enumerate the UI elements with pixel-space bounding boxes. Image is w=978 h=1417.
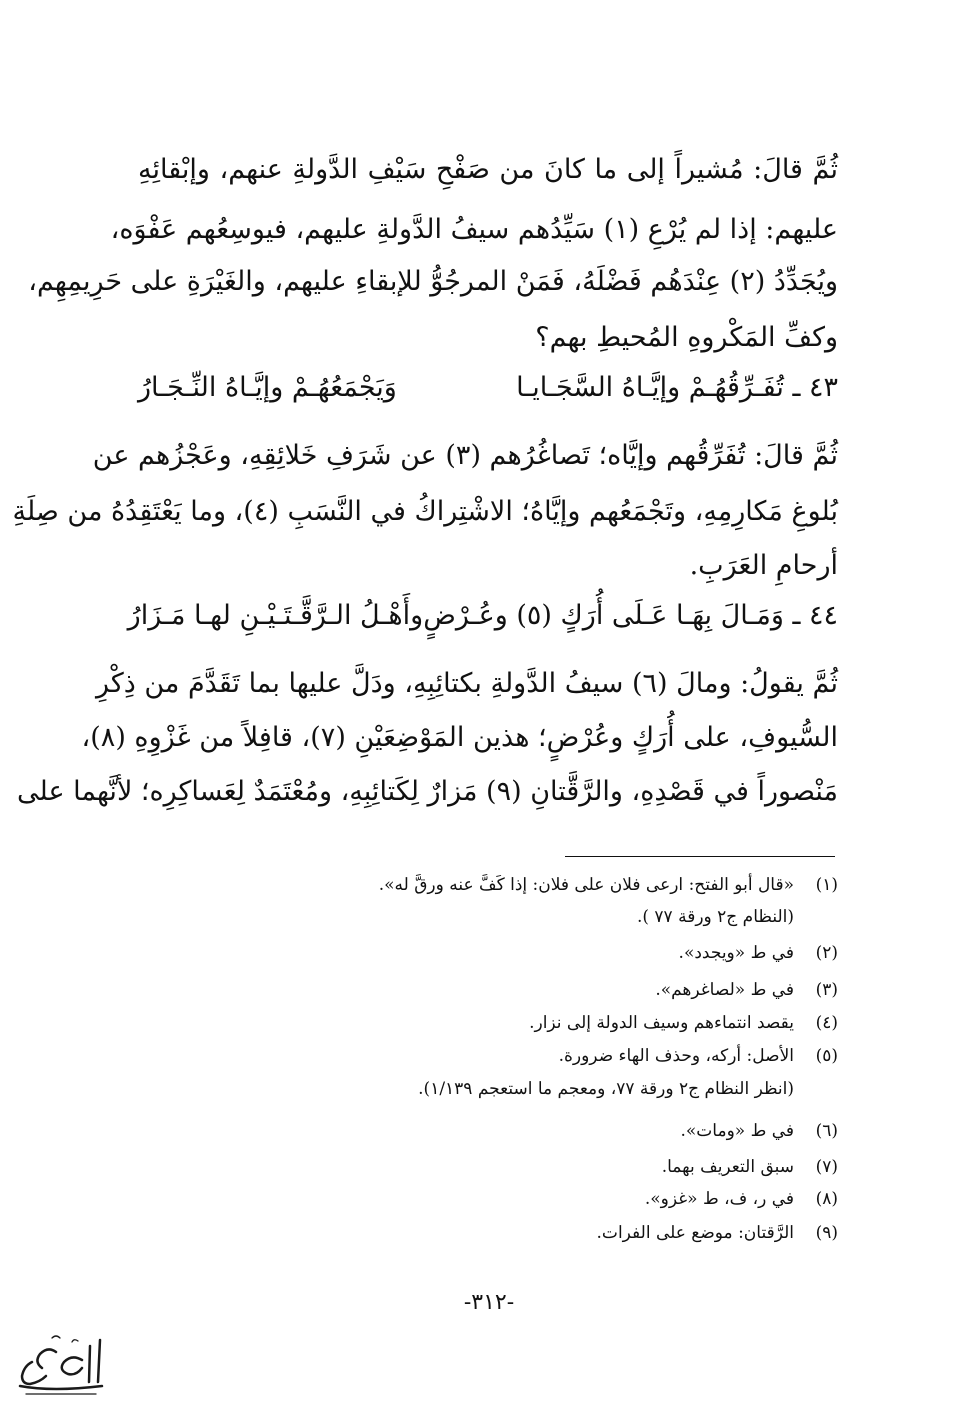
body-line: ويُجَدِّدُ (٢) عِنْدَهُم فَضْلَهُ، فَمَنْ المرجُوُّ للإبقاءِ عليهم، والغَيْرَةِ على حَرِيمِهِم، xyxy=(28,266,838,297)
footnote-separator xyxy=(565,856,835,857)
commentary-line: بُلوغِ مَكارِمِهِ، وتَجْمَعُهم وإيَّاهُ؛ الاشْتِراكُ في النَّسَبِ (٤)، وما يَعْتَقِدُهُ من صِلَةِ xyxy=(12,496,838,527)
footnote xyxy=(138,940,838,966)
footnote xyxy=(138,977,838,1003)
page-number: -٣١٢- xyxy=(463,1290,515,1315)
footnote-text: في ط «ومات». xyxy=(680,1121,794,1141)
footnote xyxy=(138,872,838,898)
body-line: عليهم: إذا لم يُرْعِ (١) سَيِّدُهم سيفُ الدَّولةِ عليهم، فيوسِعُهم عَفْوَه، xyxy=(110,214,838,245)
footnote-text: الرَّقتان: موضع على الفرات. xyxy=(596,1223,794,1243)
footnote-text: سبق التعريف بهما. xyxy=(661,1157,794,1177)
footnote-number: (٦) xyxy=(815,1121,838,1141)
verse-hemistich-second: وأَهْـلُ الـرَّقَّـتَـيْـنِ لهـا مَـزَارُ xyxy=(127,600,424,631)
footnote-number: (٤) xyxy=(815,1013,838,1033)
verse-hemistich-first: ٤٤ ـ وَمَـالَ بِهَـا عَـلَى أُرَكٍ (٥) وعُـرْضٍ xyxy=(423,600,838,631)
footnote xyxy=(138,1186,838,1212)
commentary-line: أرحامِ العَرَبِ. xyxy=(689,550,838,581)
commentary-line: مَنْصوراً في قَصْدِهِ، والرَّقَّتانِ (٩) مَزارٌ لِكَتائِبِهِ، ومُعْتَمَدٌ لِعَساكِرِه؛ لأنَّهما على xyxy=(17,776,838,807)
verse-hemistich-second: وَيَجْمَعُهُـمْ وإيَّـاهُ النِّـجَـارُ xyxy=(138,372,397,403)
footnote-number: (٢) xyxy=(815,943,838,963)
footnote-continuation xyxy=(138,1076,838,1102)
footnote-text: الأصل: أركه، وحذف الهاء ضرورة. xyxy=(558,1046,794,1066)
footnote-number: (٥) xyxy=(815,1046,838,1066)
footnote-continuation xyxy=(138,904,838,930)
footnote-text: يقصد انتماءهم وسيف الدولة إلى نزار. xyxy=(529,1013,794,1033)
footnote-number: (٨) xyxy=(815,1189,838,1209)
footnote xyxy=(138,1118,838,1144)
footnote xyxy=(138,1043,838,1069)
footnote xyxy=(138,1154,838,1180)
footnote-number: (٧) xyxy=(815,1157,838,1177)
footnote-text: (انظر النظام ج٢ ورقة ٧٧، ومعجم ما استعجم ١/١٣٩). xyxy=(418,1079,794,1099)
footnote xyxy=(138,1010,838,1036)
footnote-text: «قال أبو الفتح: ارعى فلان على فلان: إذا كَفَّ عنه ورقَّ له». xyxy=(378,875,794,895)
body-line: وكفِّ المَكْروهِ المُحيطِ بهم؟ xyxy=(535,322,838,353)
footnote-text: (النظام ج٢ ورقة ٧٧ ). xyxy=(636,907,794,927)
verse-44 xyxy=(127,596,838,636)
footnote-text: في ر، ف، ط «غزو». xyxy=(644,1189,794,1209)
body-line: ثُمَّ قالَ: مُشيراً إلى ما كانَ من صَفْحِ سَيْفِ الدَّولةِ عنهم، وإبْقائِهِ xyxy=(138,154,838,185)
calligraphy-stamp-icon xyxy=(12,1332,107,1404)
footnote-number: (٣) xyxy=(815,980,838,1000)
footnote-number: (١) xyxy=(815,875,838,895)
footnote-text: في ط «لصاغرهم». xyxy=(655,980,794,1000)
footnote xyxy=(138,1220,838,1246)
commentary-line: ثُمَّ قالَ: تُفَرِّقُهم وإيَّاه؛ تَصاغُرُهم (٣) عن شَرَفِ خَلائِقِهِ، وعَجْزُهم عن xyxy=(92,440,838,471)
footnote-text: في ط «ويجدد». xyxy=(678,943,794,963)
verse-43 xyxy=(138,368,838,408)
verse-hemistich-first: ٤٣ ـ تُفَـرِّقُهُـمْ وإيَّـاهُ السَّجَـايـا xyxy=(516,372,838,403)
footnote-number: (٩) xyxy=(815,1223,838,1243)
commentary-line: السُّيوفِ، على أُرَكٍ وعُرْضٍ؛ هذين المَوْضِعَيْنِ (٧)، قافِلاً من غَزْوِهِ (٨)، xyxy=(81,722,838,753)
commentary-line: ثُمَّ يقولُ: ومالَ (٦) سيفُ الدَّولةِ بكتائِبِهِ، ودَلَّ عليها بما تَقَدَّمَ من ذِكْرِ xyxy=(95,668,838,699)
